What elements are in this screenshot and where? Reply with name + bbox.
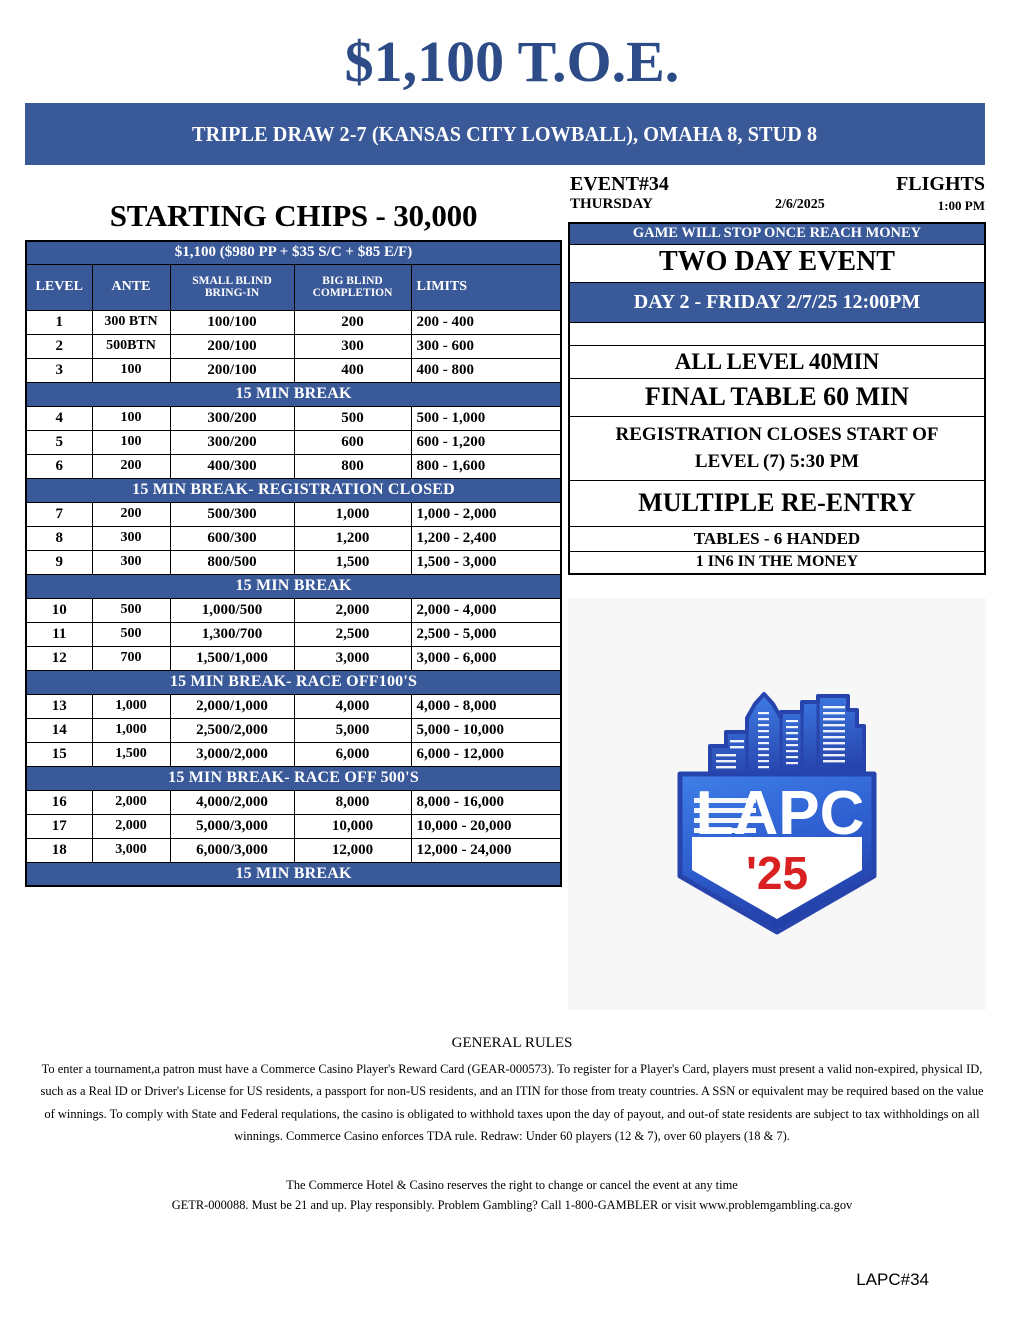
cell-small-blind: 1,300/700 <box>170 622 294 646</box>
cell-big-blind: 8,000 <box>294 790 411 814</box>
event-info-table <box>568 222 986 575</box>
info-row-day2 <box>569 282 985 322</box>
final-table-duration: FINAL TABLE 60 MIN <box>569 378 985 416</box>
break-label: 15 MIN BREAK- RACE OFF 500'S <box>26 766 561 790</box>
info-row-money-notice <box>569 223 985 244</box>
cell-small-blind: 3,000/2,000 <box>170 742 294 766</box>
cell-ante: 100 <box>92 430 170 454</box>
cell-ante: 1,000 <box>92 694 170 718</box>
info-row-money-ratio <box>569 551 985 574</box>
cell-big-blind: 800 <box>294 454 411 478</box>
general-rules-title: GENERAL RULES <box>451 1035 573 1051</box>
registration-line1: REGISTRATION CLOSES START OF <box>615 423 939 445</box>
cell-limits: 8,000 - 16,000 <box>411 790 561 814</box>
table-row <box>26 718 561 742</box>
table-row <box>26 430 561 454</box>
game-types-text: TRIPLE DRAW 2-7 (KANSAS CITY LOWBALL), OMAHA 8, STUD 8 <box>192 121 818 146</box>
break-row <box>26 670 561 694</box>
cell-limits: 4,000 - 8,000 <box>411 694 561 718</box>
cell-level: 15 <box>26 742 92 766</box>
cell-level: 1 <box>26 310 92 334</box>
cell-big-blind: 2,000 <box>294 598 411 622</box>
table-row <box>26 550 561 574</box>
table-row <box>26 358 561 382</box>
registration-close-info <box>569 416 985 480</box>
cell-level: 12 <box>26 646 92 670</box>
cell-limits: 600 - 1,200 <box>411 430 561 454</box>
cell-small-blind: 500/300 <box>170 502 294 526</box>
info-row-two-day <box>569 244 985 282</box>
cell-ante: 500BTN <box>92 334 170 358</box>
break-label: 15 MIN BREAK- REGISTRATION CLOSED <box>26 478 561 502</box>
event-day-row <box>570 196 985 216</box>
event-day-name: THURSDAY <box>570 196 653 212</box>
cell-small-blind: 300/200 <box>170 430 294 454</box>
change-cancel-notice: The Commerce Hotel & Casino reserves the right to change or cancel the event at any time <box>286 1178 738 1192</box>
table-row <box>26 814 561 838</box>
cell-big-blind: 5,000 <box>294 718 411 742</box>
cell-big-blind: 10,000 <box>294 814 411 838</box>
buyin-breakdown-text: $1,100 ($980 PP + $35 S/C + $85 E/F) <box>26 241 561 264</box>
blind-structure-table <box>25 240 562 887</box>
cell-small-blind: 400/300 <box>170 454 294 478</box>
starting-chips-title: STARTING CHIPS - 30,000 <box>109 198 478 233</box>
cell-ante: 700 <box>92 646 170 670</box>
cell-big-blind: 500 <box>294 406 411 430</box>
table-row <box>26 646 561 670</box>
general-rules-body: To enter a tournament,a patron must have a Commerce Casino Player's Reward Card (GEAR-000573). To register for a Player's Card, players must present a valid non-expired, physical ID, such as a Real ID or Driver's License for US residents, a passport for non-US residents, and an ITIN for those from treaty countries. A SSN or equivalent may be required based on the value of winnings. To comply with State and Federal requlations, the casino is obligated to withhold taxes upon the day of payout, and out-of state residents are subject to tax withholdings on all winnings. Commerce Casino enforces TDA rule. Redraw: Under 60 players (12 & 7), over 60 players (18 & 7). <box>40 1062 984 1144</box>
cell-big-blind: 600 <box>294 430 411 454</box>
cell-level: 16 <box>26 790 92 814</box>
cell-small-blind: 6,000/3,000 <box>170 838 294 862</box>
header-small-blind-line1: SMALL BLIND <box>192 274 272 287</box>
cell-ante: 300 BTN <box>92 310 170 334</box>
game-types-banner <box>25 103 985 165</box>
table-row <box>26 694 561 718</box>
cell-limits: 300 - 600 <box>411 334 561 358</box>
cell-limits: 1,000 - 2,000 <box>411 502 561 526</box>
cell-big-blind: 2,500 <box>294 622 411 646</box>
cell-ante: 200 <box>92 502 170 526</box>
table-row <box>26 406 561 430</box>
cell-level: 9 <box>26 550 92 574</box>
header-big-blind-line2: COMPLETION <box>312 287 393 299</box>
reentry-policy: MULTIPLE RE-ENTRY <box>569 480 985 526</box>
cell-small-blind: 800/500 <box>170 550 294 574</box>
skyline-graphic <box>710 694 864 779</box>
cell-level: 14 <box>26 718 92 742</box>
cell-limits: 6,000 - 12,000 <box>411 742 561 766</box>
cell-ante: 2,000 <box>92 790 170 814</box>
break-label: 15 MIN BREAK <box>26 574 561 598</box>
cell-big-blind: 4,000 <box>294 694 411 718</box>
table-row <box>26 790 561 814</box>
two-day-event-label: TWO DAY EVENT <box>569 244 985 282</box>
buyin-breakdown-row <box>26 241 561 264</box>
cell-level: 10 <box>26 598 92 622</box>
event-start-time: 1:00 PM <box>937 198 985 213</box>
header-big-blind-line1: BIG BLIND <box>322 274 383 287</box>
info-row-final-table <box>569 378 985 416</box>
break-row <box>26 574 561 598</box>
break-label: 15 MIN BREAK- RACE OFF100'S <box>26 670 561 694</box>
header-small-blind <box>170 264 294 310</box>
break-row <box>26 862 561 886</box>
cell-limits: 2,500 - 5,000 <box>411 622 561 646</box>
break-row <box>26 382 561 406</box>
cell-ante: 200 <box>92 454 170 478</box>
cell-level: 18 <box>26 838 92 862</box>
break-label: 15 MIN BREAK <box>26 862 561 886</box>
cell-small-blind: 200/100 <box>170 358 294 382</box>
cell-level: 2 <box>26 334 92 358</box>
info-row-tables <box>569 526 985 551</box>
cell-level: 17 <box>26 814 92 838</box>
flights-label: FLIGHTS <box>896 173 985 195</box>
cell-big-blind: 1,200 <box>294 526 411 550</box>
cell-ante: 100 <box>92 406 170 430</box>
cell-limits: 400 - 800 <box>411 358 561 382</box>
cell-ante: 100 <box>92 358 170 382</box>
info-row-reentry <box>569 480 985 526</box>
info-row-all-level <box>569 345 985 378</box>
responsible-gambling-notice: GETR-000088. Must be 21 and up. Play responsibly. Problem Gambling? Call 1-800-GAMBLER or visit www.problemgambling.ca.gov <box>171 1198 853 1212</box>
info-row-spacer <box>569 322 985 345</box>
registration-line2: LEVEL (7) 5:30 PM <box>694 451 860 473</box>
cell-big-blind: 1,000 <box>294 502 411 526</box>
table-row <box>26 598 561 622</box>
info-row-registration <box>569 416 985 480</box>
header-big-blind <box>294 264 411 310</box>
logo-wordmark: LAPC <box>695 779 865 848</box>
cell-level: 6 <box>26 454 92 478</box>
event-header-row <box>570 173 985 197</box>
all-level-duration: ALL LEVEL 40MIN <box>569 345 985 378</box>
cell-big-blind: 1,500 <box>294 550 411 574</box>
cell-limits: 200 - 400 <box>411 310 561 334</box>
cell-level: 4 <box>26 406 92 430</box>
cell-big-blind: 3,000 <box>294 646 411 670</box>
table-row <box>26 454 561 478</box>
cell-level: 5 <box>26 430 92 454</box>
cell-big-blind: 200 <box>294 310 411 334</box>
footer-event-code: LAPC#34 <box>856 1270 929 1289</box>
logo-panel <box>568 598 986 1010</box>
header-limits: LIMITS <box>411 264 561 310</box>
cell-small-blind: 300/200 <box>170 406 294 430</box>
table-row <box>26 742 561 766</box>
table-row <box>26 502 561 526</box>
cell-small-blind: 5,000/3,000 <box>170 814 294 838</box>
cell-small-blind: 600/300 <box>170 526 294 550</box>
break-row <box>26 478 561 502</box>
header-small-blind-line2: BRING-IN <box>204 287 260 299</box>
day2-schedule: DAY 2 - FRIDAY 2/7/25 12:00PM <box>569 282 985 322</box>
cell-ante: 3,000 <box>92 838 170 862</box>
cell-ante: 300 <box>92 526 170 550</box>
cell-ante: 2,000 <box>92 814 170 838</box>
cell-limits: 500 - 1,000 <box>411 406 561 430</box>
table-row <box>26 622 561 646</box>
cell-limits: 3,000 - 6,000 <box>411 646 561 670</box>
header-level: LEVEL <box>26 264 92 310</box>
cell-level: 8 <box>26 526 92 550</box>
table-row <box>26 838 561 862</box>
event-number: EVENT#34 <box>570 173 669 195</box>
money-stop-notice: GAME WILL STOP ONCE REACH MONEY <box>569 223 985 244</box>
cell-small-blind: 4,000/2,000 <box>170 790 294 814</box>
cell-big-blind: 6,000 <box>294 742 411 766</box>
cell-level: 13 <box>26 694 92 718</box>
cell-ante: 500 <box>92 622 170 646</box>
cell-limits: 1,200 - 2,400 <box>411 526 561 550</box>
cell-big-blind: 300 <box>294 334 411 358</box>
cell-small-blind: 2,000/1,000 <box>170 694 294 718</box>
info-blank-row <box>569 322 985 345</box>
header-ante: ANTE <box>92 264 170 310</box>
cell-ante: 300 <box>92 550 170 574</box>
cell-small-blind: 2,500/2,000 <box>170 718 294 742</box>
table-row <box>26 526 561 550</box>
cell-big-blind: 12,000 <box>294 838 411 862</box>
cell-big-blind: 400 <box>294 358 411 382</box>
cell-small-blind: 200/100 <box>170 334 294 358</box>
cell-level: 11 <box>26 622 92 646</box>
cell-limits: 10,000 - 20,000 <box>411 814 561 838</box>
cell-limits: 5,000 - 10,000 <box>411 718 561 742</box>
table-row <box>26 310 561 334</box>
cell-limits: 800 - 1,600 <box>411 454 561 478</box>
cell-small-blind: 100/100 <box>170 310 294 334</box>
lapc-logo-icon <box>652 654 902 954</box>
cell-limits: 1,500 - 3,000 <box>411 550 561 574</box>
break-row <box>26 766 561 790</box>
structure-column-headers <box>26 264 561 310</box>
tables-handed: TABLES - 6 HANDED <box>569 526 985 551</box>
cell-limits: 2,000 - 4,000 <box>411 598 561 622</box>
page-title: $1,100 T.O.E. <box>344 29 680 94</box>
table-row <box>26 334 561 358</box>
cell-ante: 1,000 <box>92 718 170 742</box>
break-label: 15 MIN BREAK <box>26 382 561 406</box>
money-ratio: 1 IN6 IN THE MONEY <box>569 551 985 574</box>
cell-small-blind: 1,000/500 <box>170 598 294 622</box>
cell-ante: 1,500 <box>92 742 170 766</box>
cell-ante: 500 <box>92 598 170 622</box>
cell-level: 3 <box>26 358 92 382</box>
cell-small-blind: 1,500/1,000 <box>170 646 294 670</box>
cell-level: 7 <box>26 502 92 526</box>
logo-year: '25 <box>745 847 809 899</box>
cell-limits: 12,000 - 24,000 <box>411 838 561 862</box>
event-date: 2/6/2025 <box>775 197 825 212</box>
